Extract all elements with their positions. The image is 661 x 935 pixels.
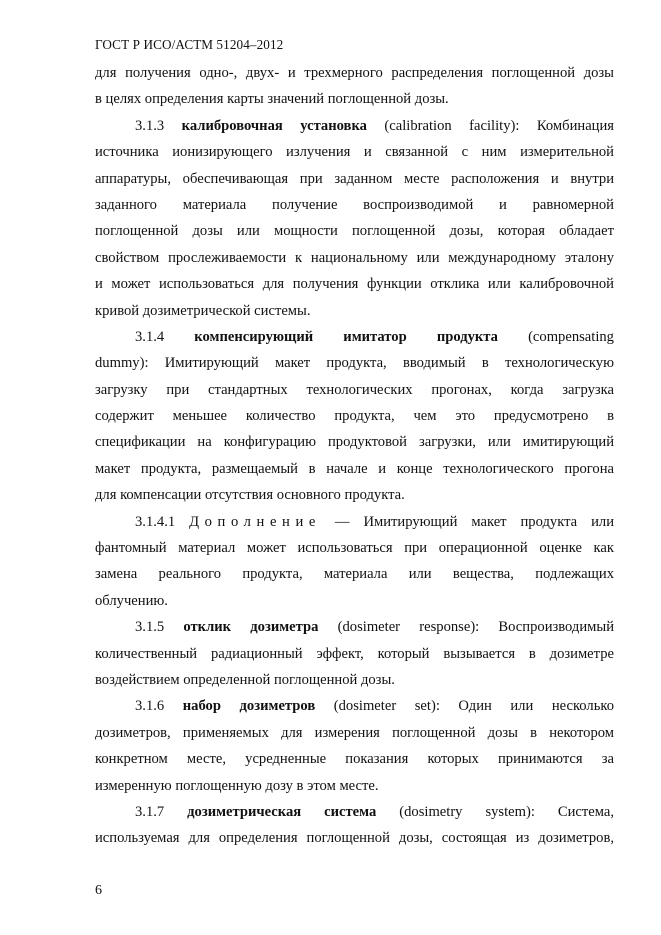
- text-segment: дозиметров, применяемых для измерения поглощенной дозы в некотором: [95, 724, 614, 741]
- text-line: [95, 720, 614, 746]
- term-bold: дозиметра: [250, 619, 319, 636]
- text-segment: set): Один или несколько: [414, 698, 614, 715]
- document-body: [95, 60, 614, 852]
- text-segment: 3.1.6: [135, 698, 165, 715]
- text-segment: кривой дозиметрической системы.: [95, 302, 311, 319]
- text-line: [95, 429, 614, 455]
- text-segment: макет продукта, размещаемый в начале и конце технологического прогона: [95, 460, 614, 477]
- text-line: [95, 350, 614, 376]
- text-segment: system): Система,: [485, 803, 614, 820]
- text-line: [95, 825, 614, 851]
- text-line: [95, 271, 614, 297]
- term-bold: дозиметрическая: [187, 803, 302, 820]
- term-bold: продукта: [436, 328, 498, 345]
- text-line: [95, 588, 614, 614]
- text-line: [95, 86, 614, 112]
- text-segment: измеренную поглощенную дозу в этом месте.: [95, 777, 379, 794]
- text-segment: (dosimetry: [399, 803, 463, 820]
- text-segment: поглощенной дозы или мощности поглощенной дозы, которая обладает: [95, 223, 614, 240]
- text-segment: аппаратуры, обеспечивающая при заданном месте расположения и внутри: [95, 170, 614, 187]
- text-segment: воздействием определенной поглощенной дозы.: [95, 671, 395, 688]
- text-line: [95, 166, 614, 192]
- text-segment: используемая для определения поглощенной дозы, состоящая из дозиметров,: [95, 830, 614, 847]
- text-line: [95, 535, 614, 561]
- text-segment: — Имитирующий макет продукта или: [334, 513, 614, 530]
- text-segment: facility): Комбинация: [469, 117, 614, 134]
- term-bold: установка: [300, 117, 367, 134]
- text-line: [95, 60, 614, 86]
- text-segment: dummy): Имитирующий макет продукта, вводимый в технологическую: [95, 355, 614, 372]
- term-bold: калибровочная: [181, 117, 283, 134]
- text-segment: 3.1.4: [135, 328, 165, 345]
- text-segment: (dosimeter: [333, 698, 397, 715]
- text-segment: содержит меньшее количество продукта, чем это предусмотрено в: [95, 408, 614, 425]
- text-segment: 3.1.5: [135, 619, 165, 636]
- text-line: [95, 245, 614, 271]
- text-segment: замена реального продукта, материала или вещества, подлежащих: [95, 566, 614, 583]
- text-line: [95, 324, 614, 350]
- text-line: [95, 773, 614, 799]
- text-segment: конкретном месте, усредненные показания которых принимаются за: [95, 751, 614, 768]
- term-bold: набор: [182, 698, 221, 715]
- text-line: [95, 139, 614, 165]
- page-number: 6: [95, 883, 102, 898]
- text-segment: (calibration: [384, 117, 452, 134]
- text-line: [95, 192, 614, 218]
- text-segment: для получения одно-, двух- и трехмерного распределения поглощенной дозы: [95, 65, 614, 81]
- text-line: [95, 641, 614, 667]
- text-segment: загрузку при стандартных технологических прогонах, когда загрузка: [95, 381, 614, 398]
- text-segment: 3.1.4.1: [135, 513, 190, 530]
- term-bold: дозиметров: [239, 698, 316, 715]
- document-header: ГОСТ Р ИСО/АСТМ 51204–2012: [95, 37, 284, 52]
- text-line: [95, 218, 614, 244]
- text-segment: источника ионизирующего излучения и связанной с ним измерительной: [95, 144, 614, 161]
- text-line: [95, 693, 614, 719]
- text-segment: облучению.: [95, 592, 168, 609]
- term-bold: компенсирующий: [194, 328, 314, 345]
- text-line: [95, 403, 614, 429]
- text-segment: 3.1.3: [135, 117, 165, 134]
- text-segment: (dosimeter: [337, 619, 401, 636]
- text-segment: фантомный материал может использоваться при операционной оценке как: [95, 540, 614, 557]
- text-line: [95, 482, 614, 508]
- text-segment: заданного материала получение воспроизводимой и равномерной: [95, 196, 614, 213]
- text-line: [95, 113, 614, 139]
- text-segment: спецификации на конфигурацию продуктовой загрузки, или имитирующий: [95, 434, 614, 451]
- text-line: [95, 667, 614, 693]
- text-segment: 3.1.7: [135, 803, 165, 820]
- text-line: [95, 799, 614, 825]
- term-bold: имитатор: [343, 328, 407, 345]
- text-line: [95, 561, 614, 587]
- text-line: [95, 746, 614, 772]
- text-line: [95, 377, 614, 403]
- text-line: [95, 614, 614, 640]
- text-segment: свойством прослеживаемости к национальному или международному эталону: [95, 249, 614, 266]
- term-bold: отклик: [183, 619, 232, 636]
- text-line: [95, 456, 614, 482]
- text-segment: в целях определения карты значений поглощенной дозы.: [95, 91, 449, 108]
- note-label: Дополнение: [189, 513, 321, 530]
- text-segment: и может использоваться для получения функции отклика или калибровочной: [95, 276, 614, 293]
- text-segment: response): Воспроизводимый: [419, 619, 614, 636]
- term-bold: система: [324, 803, 377, 820]
- text-line: [95, 509, 614, 535]
- text-segment: для компенсации отсутствия основного продукта.: [95, 487, 405, 504]
- text-segment: (compensating: [528, 328, 614, 345]
- text-line: [95, 298, 614, 324]
- text-segment: количественный радиационный эффект, который вызывается в дозиметре: [95, 645, 614, 662]
